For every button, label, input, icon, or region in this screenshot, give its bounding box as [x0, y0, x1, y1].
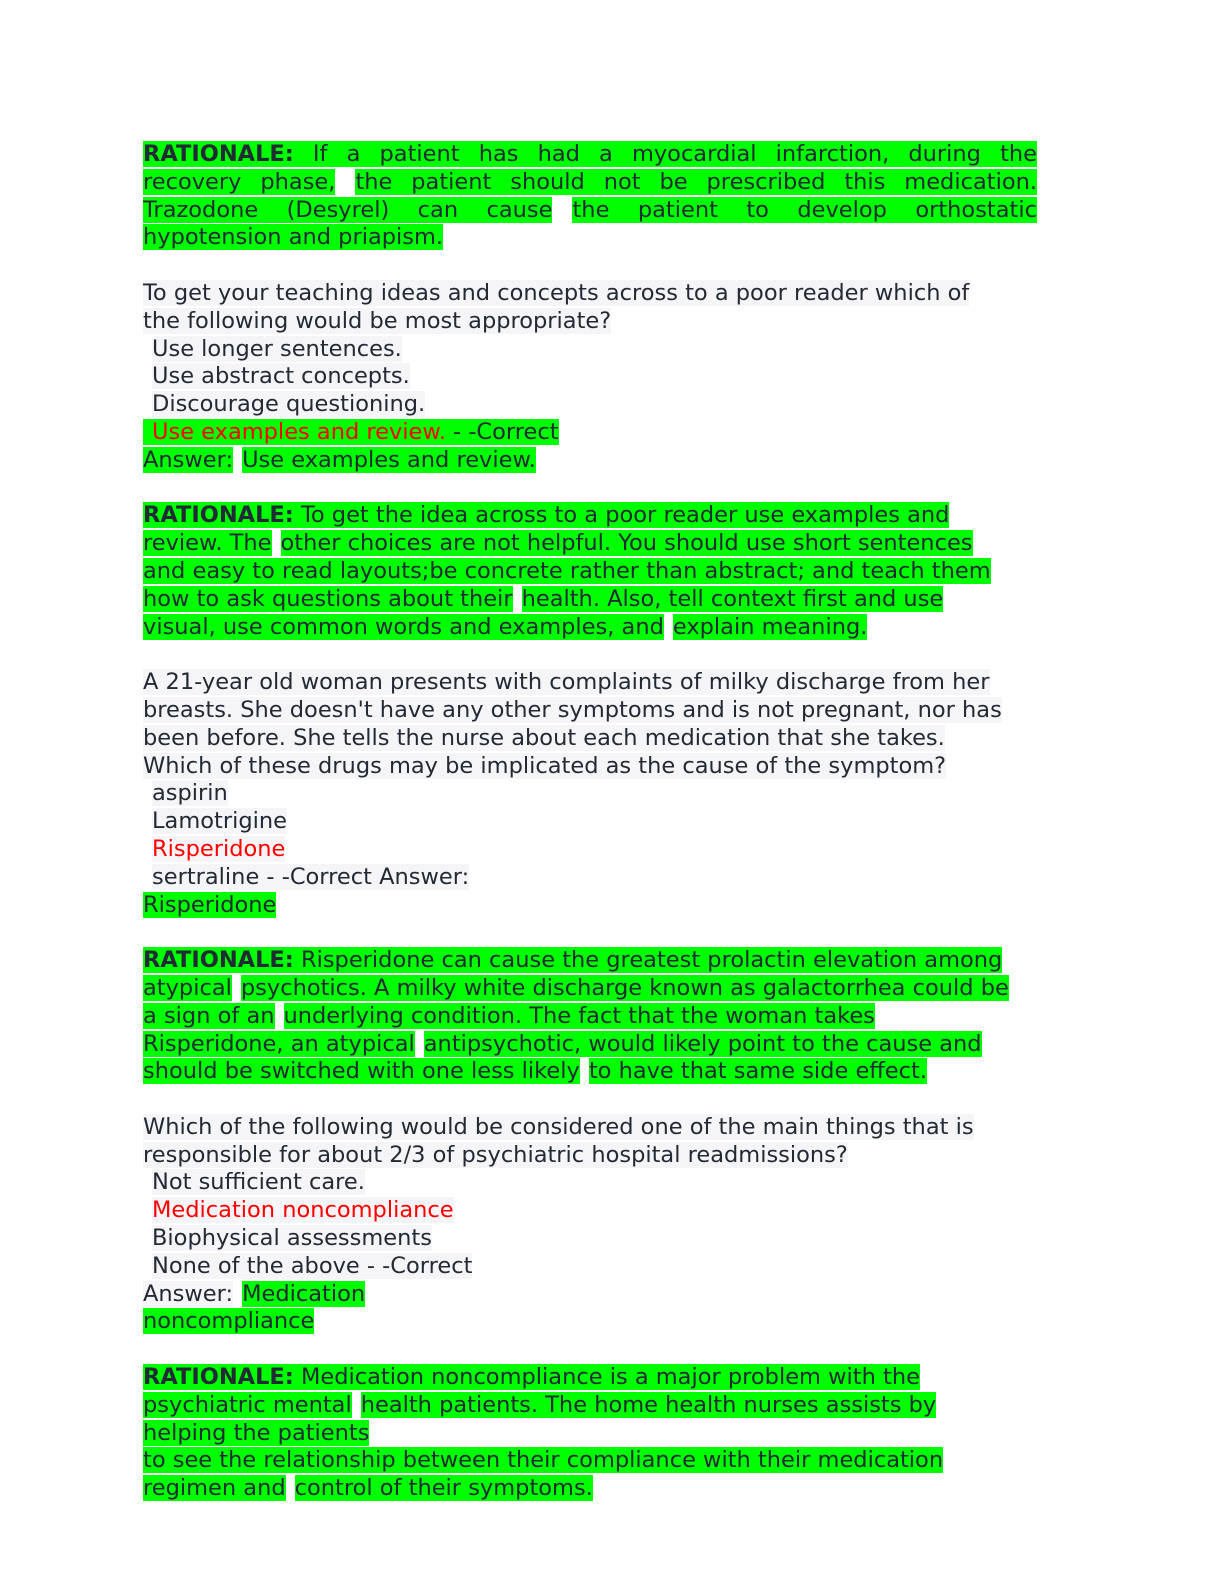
option-text: Discourage questioning.: [152, 391, 426, 418]
answer-text: Risperidone: [143, 891, 277, 918]
rationale-block-2: RATIONALE: To get the idea across to a poor reader use examples and review. The other choices are not helpful. You should use short sentences and easy to read layouts;be concrete rather than abstract; and teach them how to ask questions about their health. Also, tell context first and use visual, use common words and examples, and explain meaning.: [143, 502, 991, 640]
answer-text: Use examples and review.: [242, 446, 536, 473]
rationale-label: RATIONALE:: [143, 947, 294, 974]
rationale-block-1: RATIONALE: If a patient has had a myocardial infarction, during the recovery phase, the patient should not be prescribed this medication. Trazodone (Desyrel) can cause the patient to develop orthostatic hypotension and priapism.: [143, 141, 1037, 251]
answer-text: Medication: [242, 1280, 366, 1307]
document-page: [143, 141, 1073, 1503]
option-text: None of the above - -Correct: [152, 1252, 473, 1279]
option-text: Not sufficient care.: [152, 1169, 365, 1196]
correct-option-text: Risperidone: [152, 835, 286, 862]
correct-option-text: Use examples and review.: [152, 418, 446, 445]
question-3: Which of the following would be considered one of the main things that is responsible for about 2/3 of psychiatric hospital readmissions? Not sufficient care. Medication noncompliance Biophysical assessments None of the above - -Correct Answer: Medication noncompliance: [143, 1113, 974, 1335]
rationale-label: RATIONALE:: [143, 141, 294, 167]
option-text: sertraline - -Correct Answer:: [152, 863, 470, 890]
rationale-block-4: RATIONALE: Medication noncompliance is a major problem with the psychiatric mental health patients. The home health nurses assists by helping the patients to see the relationship between their compliance with their medication regimen and control of their symptoms.: [143, 1364, 944, 1502]
option-text: Lamotrigine: [152, 808, 287, 835]
rationale-label: RATIONALE:: [143, 502, 294, 529]
rationale-label: RATIONALE:: [143, 1364, 294, 1391]
option-text: Use abstract concepts.: [152, 363, 410, 390]
question-1: To get your teaching ideas and concepts across to a poor reader which of the following would be most appropriate? Use longer sentences. Use abstract concepts. Discourage questioning. Use examples and review. - -Correct Answer: Use examples and review.: [143, 279, 970, 473]
answer-text: noncompliance: [143, 1308, 315, 1335]
option-text: Use longer sentences.: [152, 335, 402, 362]
option-text: aspirin: [152, 780, 228, 807]
rationale-block-3: RATIONALE: Risperidone can cause the greatest prolactin elevation among atypical psychotics. A milky white discharge known as galactorrhea could be a sign of an underlying condition. The fact that the woman takes Risperidone, an atypical antipsychotic, would likely point to the cause and should be switched with one less likely to have that same side effect.: [143, 947, 1009, 1085]
correct-option-text: Medication noncompliance: [152, 1197, 454, 1224]
question-2: A 21-year old woman presents with complaints of milky discharge from her breasts. She doesn't have any other symptoms and is not pregnant, nor has been before. She tells the nurse about each medication that she takes. Which of these drugs may be implicated as the cause of the symptom? aspirin Lamotrigine Risperidone sertraline - -Correct Answer: Risperidone: [143, 669, 1002, 918]
option-text: Biophysical assessments: [152, 1225, 432, 1252]
